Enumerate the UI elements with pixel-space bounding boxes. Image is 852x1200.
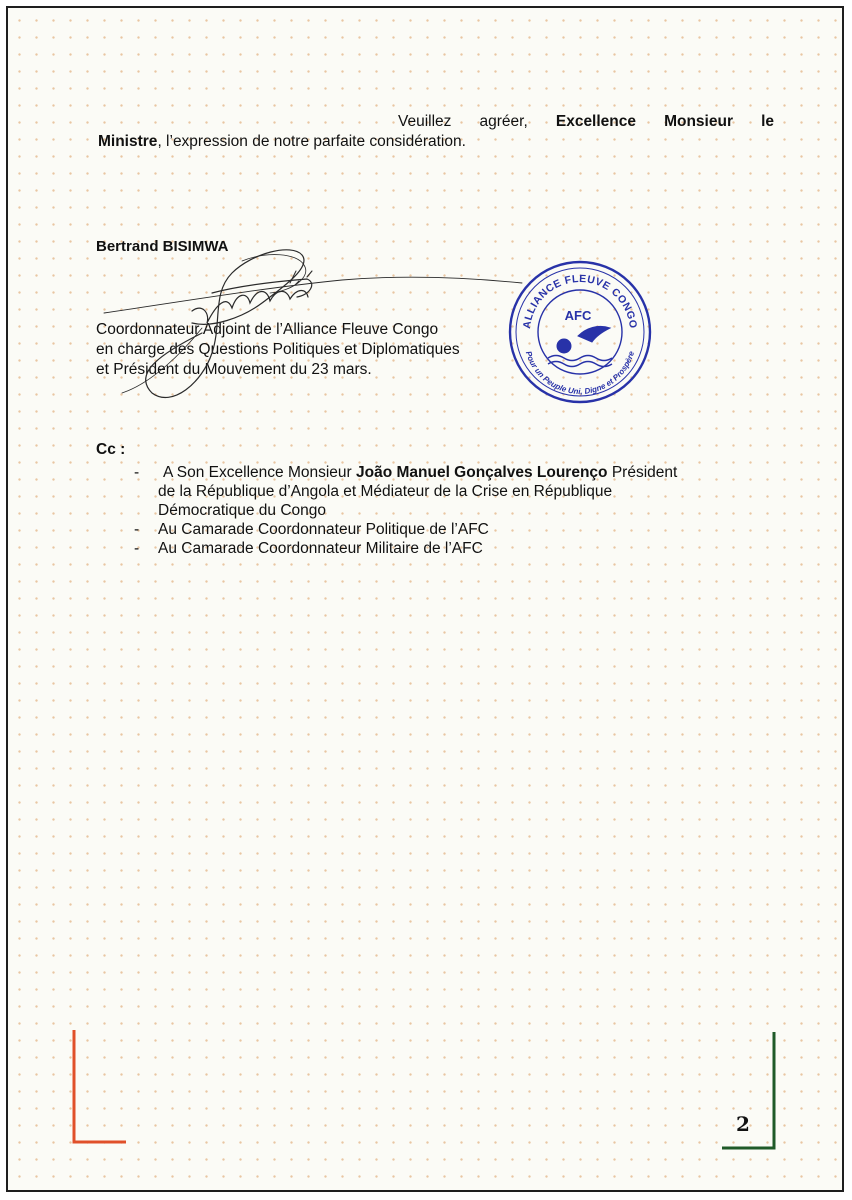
- page-number: 2: [736, 1112, 750, 1136]
- cc-item-text: Au Camarade Coordonnateur Politique de l’AFC: [158, 521, 489, 538]
- signer-title-line: Coordonnateur Adjoint de l’Alliance Fleuve Congo: [96, 321, 439, 338]
- signer-title-line: et Président du Mouvement du 23 mars.: [96, 361, 372, 378]
- cc-item-text: Au Camarade Coordonnateur Militaire de l’AFC: [158, 540, 483, 557]
- closing-paragraph: [98, 112, 774, 152]
- list-dash: -: [134, 540, 140, 557]
- eagle-icon: [578, 326, 610, 342]
- corner-mark-left: [70, 1026, 130, 1146]
- cc-item: [134, 539, 794, 558]
- cc-item: [134, 520, 794, 539]
- closing-prefix: Veuillez agréer,: [398, 113, 556, 130]
- seal-bottom-text: Pour un Peuple Uni, Digne et Prospère: [523, 350, 637, 397]
- closing-line-2: [98, 132, 774, 152]
- cc-item-prefix: A Son Excellence Monsieur: [163, 464, 356, 481]
- seal-top-text: ALLIANCE FLEUVE CONGO: [521, 272, 639, 330]
- cc-item-name: João Manuel Gonçalves Lourenço: [356, 464, 608, 481]
- list-dash: -: [134, 464, 140, 481]
- list-dash: -: [134, 521, 140, 538]
- cc-item-line: [158, 464, 677, 481]
- closing-line-1: [98, 112, 774, 132]
- cc-item-suffix: Président: [607, 464, 678, 481]
- closing-excellence: Excellence Monsieur le: [555, 113, 774, 130]
- closing-suffix: , l’expression de notre parfaite considération.: [157, 133, 466, 150]
- cc-item: [134, 463, 794, 520]
- signer-name: Bertrand BISIMWA: [96, 238, 229, 255]
- afc-seal-stamp: [506, 258, 654, 406]
- closing-ministre: Ministre: [98, 133, 158, 150]
- cc-item-line: de la République d’Angola et Médiateur de la Crise en République: [158, 483, 613, 500]
- wave-icon: [548, 356, 612, 367]
- handwritten-signature: [92, 233, 552, 413]
- signer-title-line: en charge des Questions Politiques et Diplomatiques: [96, 341, 460, 358]
- seal-center-text: AFC: [564, 308, 592, 323]
- cc-label: Cc :: [96, 441, 126, 458]
- cc-list: [134, 463, 794, 558]
- cc-item-line: Démocratique du Congo: [158, 502, 327, 519]
- sun-icon: [557, 339, 571, 353]
- document-page: [6, 6, 844, 1192]
